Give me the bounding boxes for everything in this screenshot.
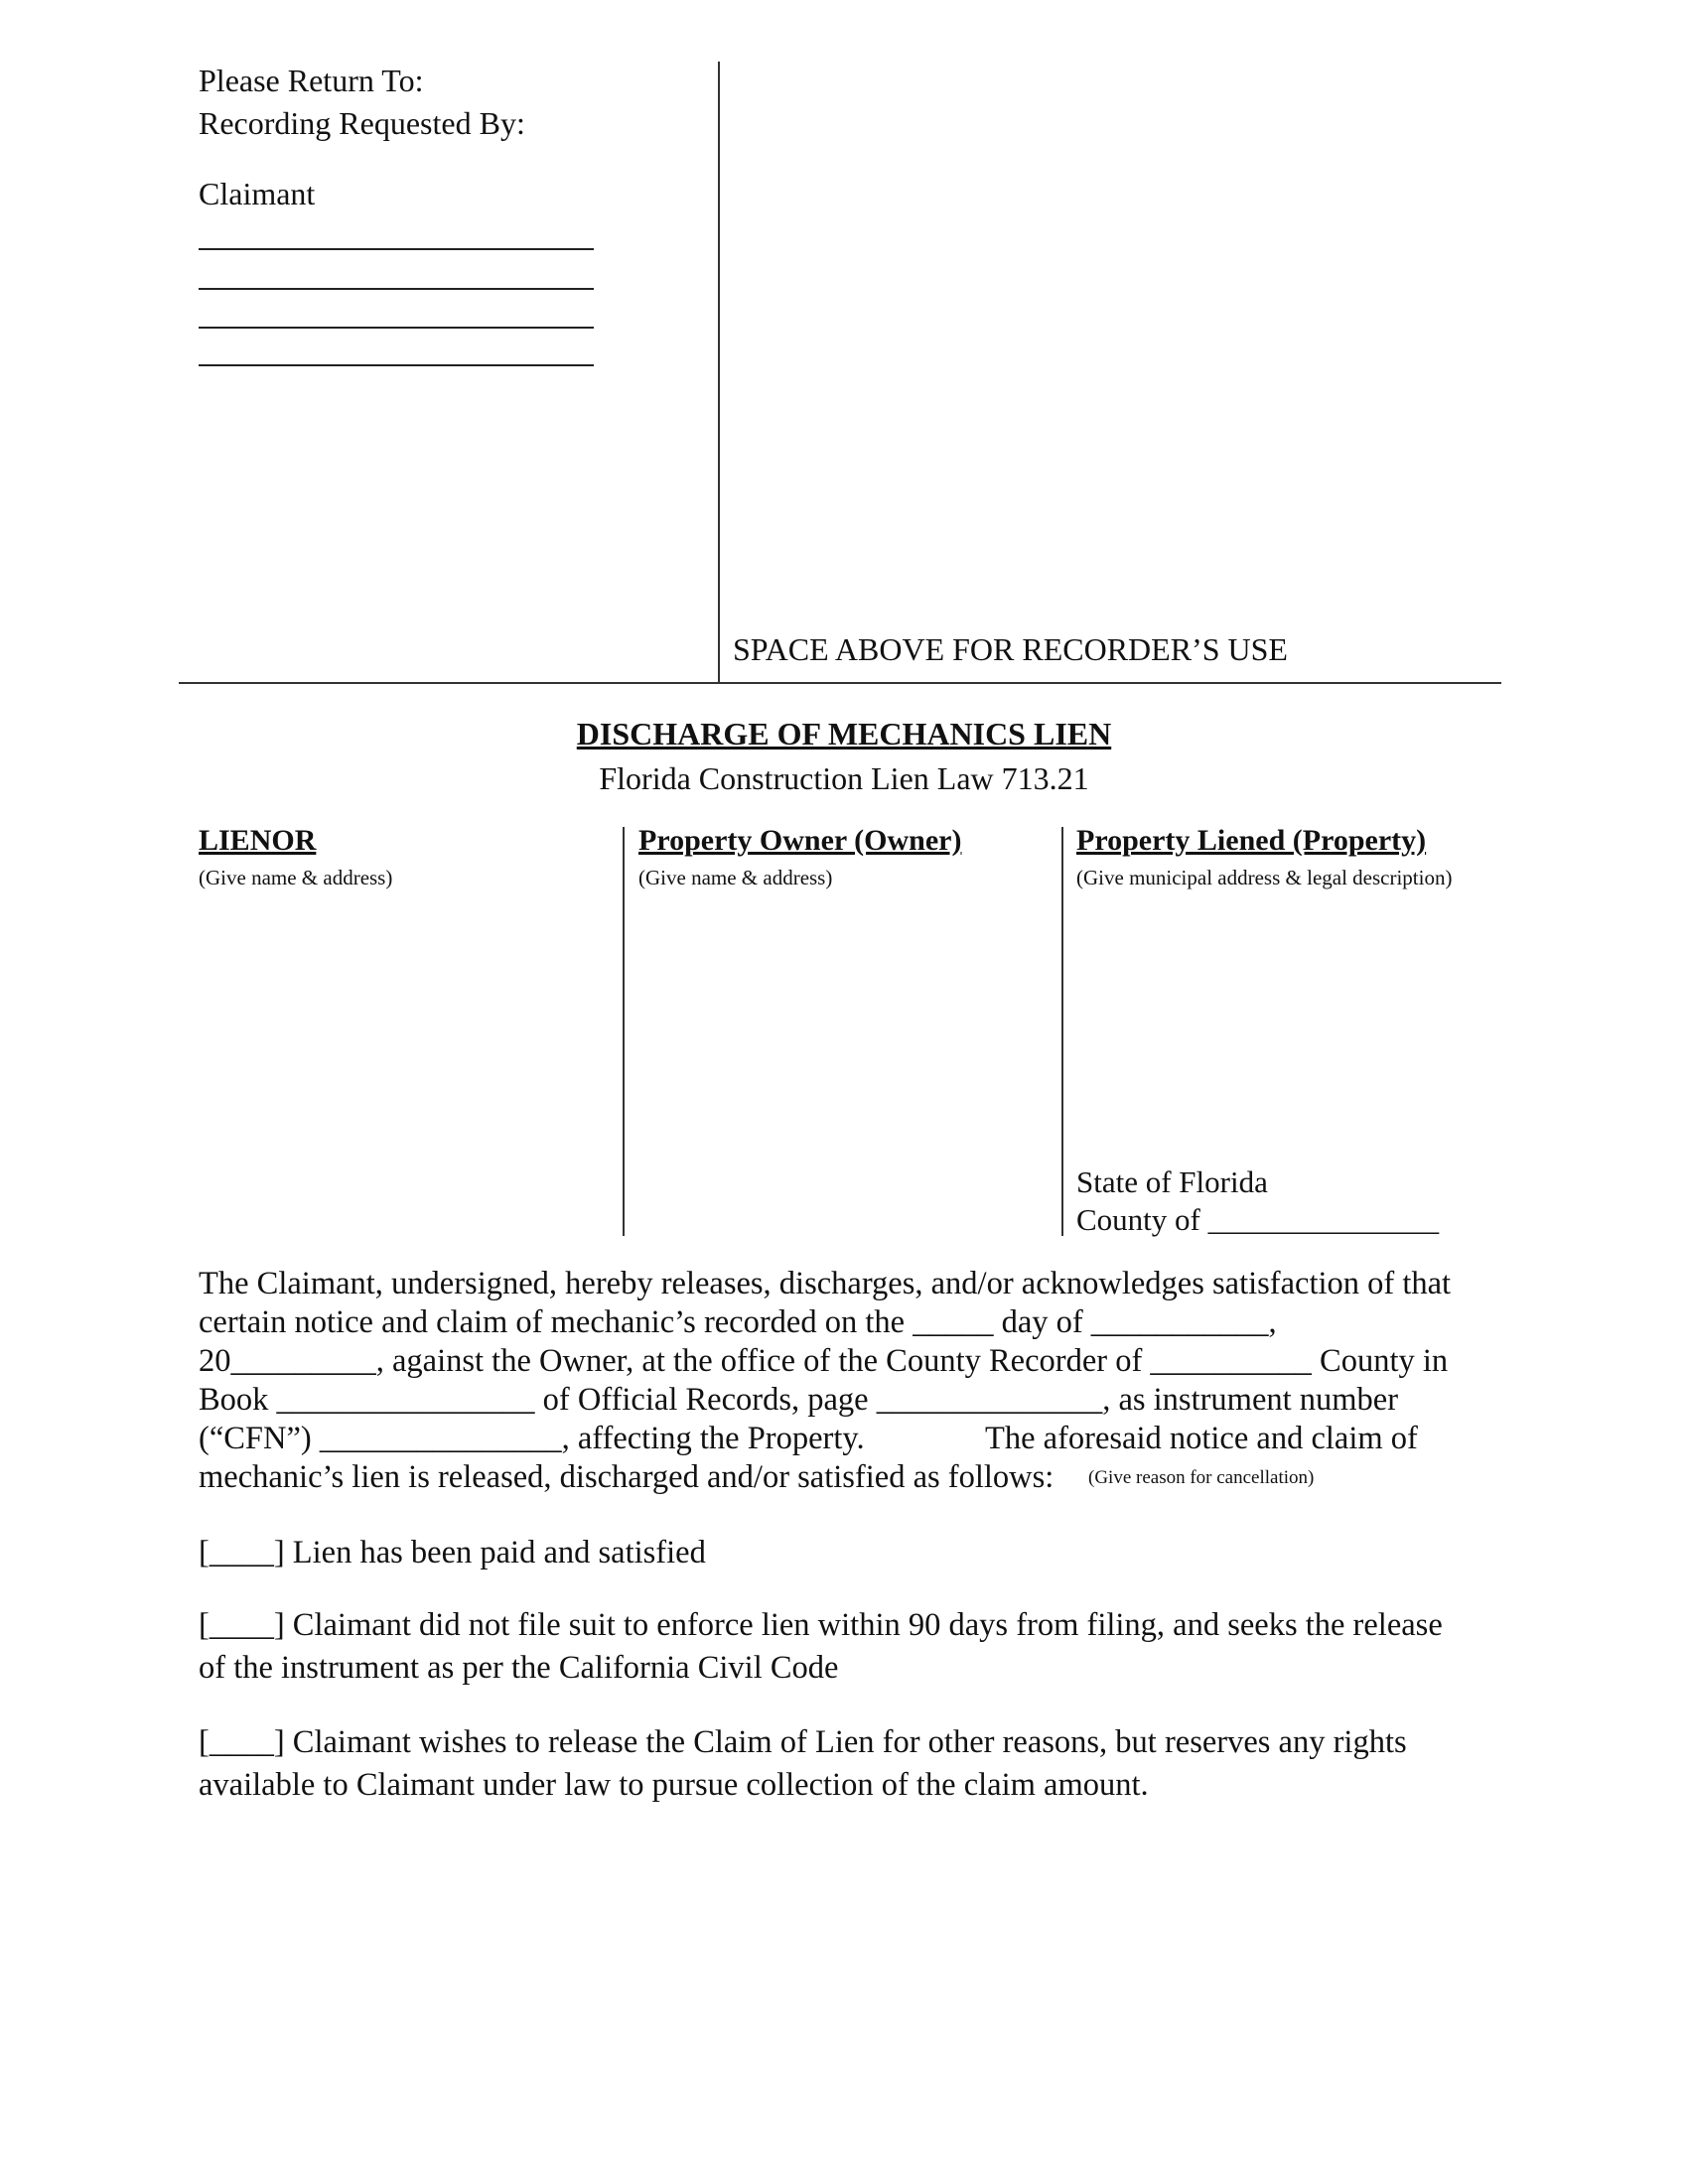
recorder-space-note: SPACE ABOVE FOR RECORDER’S USE: [733, 631, 1288, 667]
recording-requested-label: Recording Requested By:: [199, 105, 525, 141]
state-line: State of Florida: [1076, 1164, 1268, 1199]
claimant-address-line-3[interactable]: [199, 327, 594, 329]
option-paid: [199, 1534, 706, 1572]
option-other-checkbox[interactable]: [____]: [199, 1724, 285, 1760]
body-line-2: certain notice and claim of mechanic’s recorded on the _____ day of ___________,: [199, 1304, 1277, 1340]
body-line-5: (“CFN”) _______________, affecting the Property.: [199, 1421, 865, 1456]
column-divider-2: [1061, 827, 1063, 1236]
body-line-4: Book ________________ of Official Records, page ______________, as instrument number: [199, 1382, 1399, 1418]
option-paid-checkbox[interactable]: [____]: [199, 1535, 285, 1570]
claimant-label: Claimant: [199, 176, 316, 211]
option-paid-text: Lien has been paid and satisfied: [292, 1535, 706, 1570]
property-hint: (Give municipal address & legal description): [1076, 866, 1453, 889]
owner-hint: (Give name & address): [638, 866, 833, 889]
reason-hint: (Give reason for cancellation): [1088, 1467, 1315, 1488]
option-no-suit-text: Claimant did not file suit to enforce lien within 90 days from filing, and seeks the release: [292, 1607, 1443, 1643]
option-other-text: Claimant wishes to release the Claim of Lien for other reasons, but reserves any rights: [292, 1724, 1407, 1760]
document-title: DISCHARGE OF MECHANICS LIEN: [576, 716, 1112, 751]
recorder-separator: [179, 682, 1501, 684]
owner-heading: Property Owner (Owner): [638, 824, 962, 857]
recorder-divider: [718, 62, 720, 683]
lienor-hint: (Give name & address): [199, 866, 393, 889]
claimant-address-line-2[interactable]: [199, 288, 594, 290]
body-line-6: mechanic’s lien is released, discharged and/or satisfied as follows:: [199, 1459, 1055, 1495]
option-no-suit-checkbox[interactable]: [____]: [199, 1607, 285, 1643]
option-other: [199, 1723, 1407, 1762]
body-line-1: The Claimant, undersigned, hereby releases, discharges, and/or acknowledges satisfaction of that: [199, 1266, 1452, 1301]
column-divider-1: [623, 827, 625, 1236]
body-line-5-tail: The aforesaid notice and claim of: [985, 1421, 1418, 1456]
county-line: County of _______________: [1076, 1202, 1440, 1237]
option-no-suit: [199, 1606, 1443, 1645]
claimant-address-line-1[interactable]: [199, 248, 594, 250]
body-line-3: 20_________, against the Owner, at the office of the County Recorder of __________ County in: [199, 1343, 1449, 1379]
document-subtitle: Florida Construction Lien Law 713.21: [599, 760, 1089, 796]
return-to-label: Please Return To:: [199, 63, 424, 98]
option-other-line-2: available to Claimant under law to pursue collection of the claim amount.: [199, 1767, 1149, 1803]
claimant-address-line-4[interactable]: [199, 364, 594, 366]
property-heading: Property Liened (Property): [1076, 824, 1427, 857]
option-no-suit-line-2: of the instrument as per the California Civil Code: [199, 1650, 839, 1686]
lienor-heading: LIENOR: [199, 824, 317, 857]
